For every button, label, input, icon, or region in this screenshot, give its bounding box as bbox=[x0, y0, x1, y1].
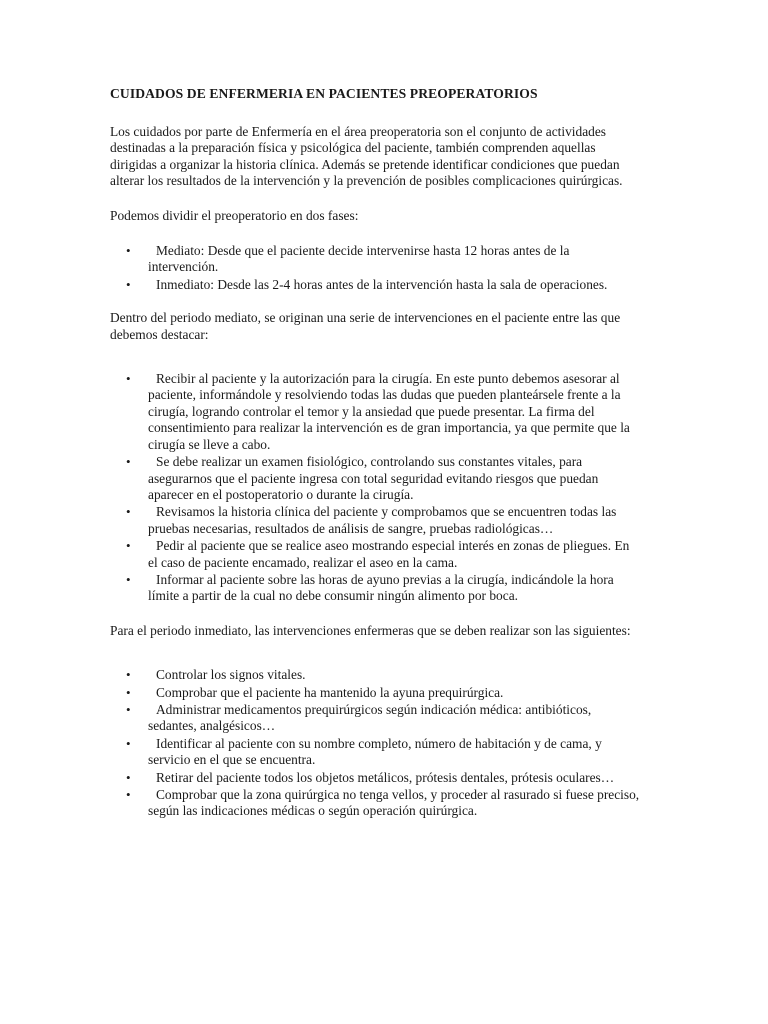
bullet-icon: • bbox=[126, 454, 131, 470]
mediato-list bbox=[110, 371, 640, 605]
list-item: • Controlar los signos vitales. bbox=[126, 667, 306, 683]
bullet-icon: • bbox=[126, 667, 131, 683]
list-item: • Pedir al paciente que se realice aseo mostrando especial interés en zonas de pliegues. En el caso de paciente encamado, realizar el aseo en la cama. bbox=[126, 538, 630, 570]
phases-intro-paragraph: Podemos dividir el preoperatorio en dos fases: bbox=[110, 207, 359, 223]
list-item: • Informar al paciente sobre las horas de ayuno previas a la cirugía, indicándole la hora límite a partir de la cual no debe consumir ningún alimento por boca. bbox=[126, 571, 614, 604]
list-item: • Se debe realizar un examen fisiológico, controlando sus constantes vitales, para asegurarnos que el paciente ingresa con total seguridad evitando riesgos que puedan aparecer en el postoperatorio o durante la cirugía. bbox=[126, 454, 599, 502]
phases-list bbox=[110, 243, 640, 293]
list-item: • Retirar del paciente todos los objetos metálicos, prótesis dentales, prótesis oculares… bbox=[126, 769, 615, 785]
bullet-icon: • bbox=[126, 371, 131, 387]
list-item: • Administrar medicamentos prequirúrgicos según indicación médica: antibióticos, sedantes, analgésicos… bbox=[126, 701, 592, 734]
bullet-icon: • bbox=[126, 787, 131, 802]
bullet-icon: • bbox=[126, 701, 131, 717]
mediato-intro-paragraph: Dentro del periodo mediato, se originan una serie de intervenciones en el paciente entre las que debemos destacar: bbox=[110, 310, 621, 342]
bullet-icon: • bbox=[126, 276, 131, 292]
bullet-icon: • bbox=[126, 571, 131, 587]
document-page bbox=[110, 86, 640, 837]
bullet-icon: • bbox=[126, 769, 131, 785]
bullet-icon: • bbox=[126, 243, 131, 259]
list-item: • Comprobar que la zona quirúrgica no tenga vellos, y proceder al rasurado si fuese preciso, según las indicaciones médicas o según operación quirúrgica. bbox=[126, 787, 640, 819]
intro-paragraph: Los cuidados por parte de Enfermería en el área preoperatoria son el conjunto de actividades destinadas a la preparación física y psicológica del paciente, también comprenden aquellas dirigidas a organizar la historia clínica. Además se pretende identificar condiciones que puedan alterar los resultados de la intervención y la prevención de posibles complicaciones quirúrgicas. bbox=[110, 124, 623, 189]
list-item: • Revisamos la historia clínica del paciente y comprobamos que se encuentren todas las pruebas necesarias, resultados de análisis de sangre, pruebas radiológicas… bbox=[126, 504, 617, 536]
list-item: • Recibir al paciente y la autorización para la cirugía. En este punto debemos asesorar al paciente, informándole y resolviendo todas las dudas que pueden planteársele frente a la cirugía, logrando controlar el temor y la ansiedad que puede presentar. La firma del consentimiento para realizar la intervención es de gran importancia, ya que permite que la cirugía se lleve a cabo. bbox=[126, 371, 630, 452]
list-item: • Mediato: Desde que el paciente decide intervenirse hasta 12 horas antes de la intervención. bbox=[126, 243, 570, 275]
list-item: • Comprobar que el paciente ha mantenido la ayuna prequirúrgica. bbox=[126, 684, 504, 700]
inmediato-list bbox=[110, 667, 640, 820]
bullet-icon: • bbox=[126, 684, 131, 700]
document-title: CUIDADOS DE ENFERMERIA EN PACIENTES PREOPERATORIOS bbox=[110, 86, 538, 101]
list-item: • Identificar al paciente con su nombre completo, número de habitación y de cama, y servicio en el que se encuentra. bbox=[126, 735, 602, 768]
inmediato-intro-paragraph: Para el periodo inmediato, las intervenciones enfermeras que se deben realizar son las siguientes: bbox=[110, 622, 631, 638]
bullet-icon: • bbox=[126, 735, 131, 751]
list-item: • Inmediato: Desde las 2-4 horas antes de la intervención hasta la sala de operaciones. bbox=[126, 276, 608, 292]
bullet-icon: • bbox=[126, 504, 131, 520]
bullet-icon: • bbox=[126, 538, 131, 554]
